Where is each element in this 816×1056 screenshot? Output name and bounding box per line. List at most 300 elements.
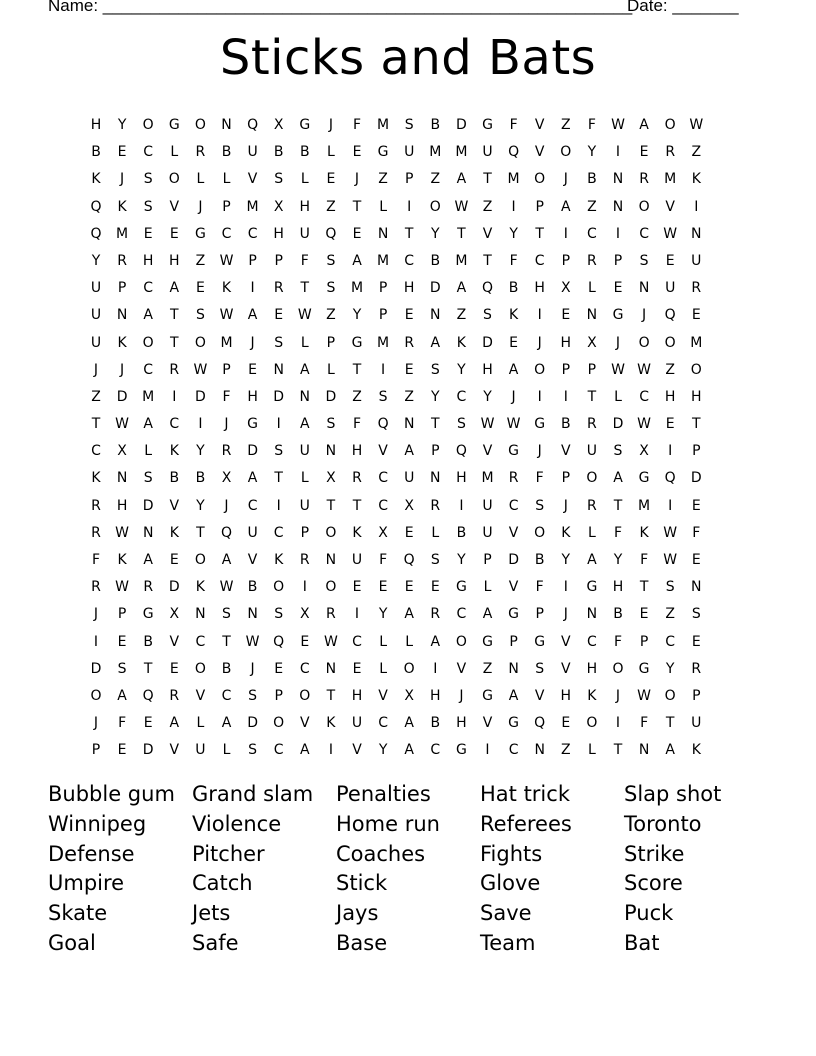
- grid-letter[interactable]: O: [534, 171, 546, 188]
- grid-letter[interactable]: Q: [273, 633, 285, 650]
- grid-letter[interactable]: L: [196, 715, 205, 732]
- grid-letter[interactable]: W: [506, 416, 521, 433]
- grid-letter[interactable]: A: [221, 715, 232, 732]
- grid-letter[interactable]: T: [196, 524, 205, 541]
- grid-letter[interactable]: R: [273, 280, 284, 297]
- grid-letter[interactable]: M: [377, 334, 390, 351]
- grid-letter[interactable]: E: [143, 715, 153, 732]
- grid-letter[interactable]: I: [250, 280, 255, 297]
- grid-letter[interactable]: Z: [430, 171, 441, 188]
- grid-letter[interactable]: W: [611, 117, 625, 133]
- grid-letter[interactable]: T: [143, 660, 153, 677]
- grid-letter[interactable]: I: [694, 198, 699, 215]
- grid-letter[interactable]: A: [430, 633, 441, 650]
- grid-letter[interactable]: S: [691, 606, 701, 623]
- grid-letter[interactable]: D: [247, 443, 258, 460]
- grid-letter[interactable]: D: [482, 334, 493, 351]
- grid-letter[interactable]: C: [143, 144, 154, 161]
- grid-letter[interactable]: I: [276, 497, 281, 514]
- grid-letter[interactable]: E: [691, 307, 701, 324]
- grid-letter[interactable]: K: [91, 171, 101, 188]
- grid-letter[interactable]: L: [587, 280, 596, 297]
- grid-letter[interactable]: P: [378, 307, 388, 324]
- grid-letter[interactable]: W: [689, 117, 704, 133]
- grid-letter[interactable]: K: [274, 552, 284, 568]
- grid-letter[interactable]: I: [354, 606, 360, 623]
- grid-letter[interactable]: Y: [352, 307, 362, 324]
- grid-letter[interactable]: Q: [90, 225, 102, 242]
- grid-letter[interactable]: I: [537, 388, 542, 405]
- grid-letter[interactable]: I: [381, 361, 386, 378]
- grid-letter[interactable]: V: [665, 198, 675, 215]
- grid-letter[interactable]: F: [352, 416, 362, 433]
- grid-letter[interactable]: F: [640, 715, 649, 732]
- grid-letter[interactable]: T: [639, 579, 649, 596]
- grid-letter[interactable]: E: [613, 280, 623, 297]
- grid-letter[interactable]: I: [328, 742, 333, 759]
- grid-letter[interactable]: J: [120, 171, 125, 188]
- grid-letter[interactable]: S: [456, 416, 466, 433]
- grid-letter[interactable]: N: [325, 443, 337, 460]
- grid-letter[interactable]: A: [143, 416, 153, 433]
- grid-letter[interactable]: W: [297, 307, 312, 324]
- grid-letter[interactable]: C: [273, 742, 284, 759]
- grid-letter[interactable]: H: [299, 198, 311, 215]
- grid-letter[interactable]: D: [247, 715, 258, 732]
- grid-letter[interactable]: S: [535, 660, 545, 677]
- grid-letter[interactable]: Y: [483, 388, 492, 405]
- grid-letter[interactable]: B: [508, 280, 519, 297]
- grid-letter[interactable]: N: [586, 307, 598, 324]
- grid-letter[interactable]: A: [404, 443, 414, 460]
- grid-letter[interactable]: V: [169, 633, 180, 650]
- grid-letter[interactable]: G: [377, 144, 389, 161]
- grid-letter[interactable]: F: [509, 117, 518, 133]
- grid-letter[interactable]: E: [352, 225, 362, 242]
- grid-letter[interactable]: I: [563, 579, 568, 596]
- grid-letter[interactable]: U: [299, 497, 310, 514]
- grid-letter[interactable]: E: [561, 307, 571, 324]
- grid-letter[interactable]: R: [430, 606, 441, 623]
- grid-letter[interactable]: N: [195, 606, 206, 623]
- grid-letter[interactable]: K: [587, 687, 597, 704]
- grid-letter[interactable]: D: [142, 497, 154, 514]
- grid-letter[interactable]: Q: [455, 443, 467, 460]
- grid-letter[interactable]: S: [143, 470, 153, 487]
- grid-letter[interactable]: B: [613, 606, 623, 623]
- grid-letter[interactable]: N: [325, 552, 337, 568]
- grid-letter[interactable]: O: [273, 715, 285, 732]
- grid-letter[interactable]: G: [482, 633, 493, 650]
- grid-letter[interactable]: O: [586, 470, 598, 487]
- grid-letter[interactable]: K: [509, 307, 519, 324]
- grid-letter[interactable]: Q: [247, 117, 259, 133]
- grid-letter[interactable]: T: [457, 225, 466, 242]
- grid-letter[interactable]: M: [455, 252, 468, 269]
- grid-letter[interactable]: S: [613, 443, 623, 460]
- grid-letter[interactable]: O: [90, 687, 102, 704]
- grid-letter[interactable]: C: [143, 280, 154, 297]
- grid-letter[interactable]: Y: [561, 552, 571, 568]
- grid-letter[interactable]: T: [404, 225, 414, 242]
- grid-letter[interactable]: A: [300, 742, 310, 759]
- grid-letter[interactable]: K: [326, 715, 336, 732]
- grid-letter[interactable]: W: [219, 579, 234, 596]
- grid-letter[interactable]: T: [613, 742, 623, 759]
- grid-letter[interactable]: R: [639, 171, 649, 188]
- grid-letter[interactable]: A: [247, 470, 258, 487]
- grid-letter[interactable]: C: [378, 470, 388, 487]
- grid-letter[interactable]: I: [615, 144, 621, 161]
- grid-letter[interactable]: S: [326, 416, 336, 433]
- grid-letter[interactable]: R: [299, 552, 310, 568]
- grid-letter[interactable]: E: [352, 660, 362, 677]
- grid-letter[interactable]: R: [587, 416, 597, 433]
- grid-letter[interactable]: M: [429, 144, 442, 161]
- grid-letter[interactable]: U: [482, 524, 493, 541]
- grid-letter[interactable]: C: [378, 715, 388, 732]
- grid-letter[interactable]: I: [172, 388, 177, 405]
- grid-letter[interactable]: I: [615, 715, 621, 732]
- grid-letter[interactable]: K: [117, 334, 127, 351]
- grid-letter[interactable]: S: [378, 388, 388, 405]
- grid-letter[interactable]: D: [456, 117, 467, 133]
- grid-letter[interactable]: S: [639, 252, 649, 269]
- grid-letter[interactable]: T: [274, 470, 283, 487]
- grid-letter[interactable]: S: [326, 252, 336, 269]
- grid-letter[interactable]: J: [459, 687, 464, 704]
- grid-letter[interactable]: H: [142, 252, 154, 269]
- grid-letter[interactable]: E: [274, 307, 284, 324]
- grid-letter[interactable]: J: [224, 416, 229, 433]
- grid-letter[interactable]: T: [613, 497, 623, 514]
- grid-letter[interactable]: K: [221, 280, 232, 297]
- grid-letter[interactable]: L: [222, 171, 231, 188]
- grid-letter[interactable]: O: [194, 117, 206, 133]
- grid-letter[interactable]: J: [328, 117, 333, 133]
- grid-letter[interactable]: O: [534, 361, 546, 378]
- grid-letter[interactable]: A: [561, 198, 571, 215]
- grid-letter[interactable]: U: [90, 334, 102, 351]
- grid-letter[interactable]: B: [299, 144, 310, 161]
- grid-letter[interactable]: D: [429, 280, 441, 297]
- grid-letter[interactable]: S: [274, 606, 284, 623]
- grid-letter[interactable]: I: [668, 497, 673, 514]
- grid-letter[interactable]: L: [483, 579, 492, 596]
- grid-letter[interactable]: G: [638, 470, 650, 487]
- grid-letter[interactable]: E: [248, 361, 258, 378]
- grid-letter[interactable]: V: [561, 443, 571, 460]
- grid-letter[interactable]: X: [221, 470, 232, 487]
- grid-letter[interactable]: W: [219, 252, 234, 269]
- grid-letter[interactable]: A: [221, 552, 232, 568]
- grid-letter[interactable]: N: [612, 198, 624, 215]
- grid-letter[interactable]: P: [404, 171, 414, 188]
- grid-letter[interactable]: E: [639, 144, 649, 161]
- grid-letter[interactable]: F: [91, 552, 101, 568]
- grid-letter[interactable]: O: [299, 687, 311, 704]
- grid-letter[interactable]: M: [246, 198, 259, 215]
- grid-letter[interactable]: V: [456, 660, 467, 677]
- grid-letter[interactable]: R: [91, 524, 101, 541]
- grid-letter[interactable]: E: [169, 552, 179, 568]
- grid-letter[interactable]: A: [456, 280, 467, 297]
- grid-letter[interactable]: N: [508, 660, 519, 677]
- grid-letter[interactable]: K: [117, 552, 127, 568]
- grid-letter[interactable]: X: [273, 198, 284, 215]
- grid-letter[interactable]: C: [273, 524, 284, 541]
- grid-letter[interactable]: K: [169, 443, 179, 460]
- grid-letter[interactable]: G: [247, 416, 259, 433]
- grid-letter[interactable]: K: [639, 524, 649, 541]
- grid-letter[interactable]: C: [195, 633, 206, 650]
- grid-letter[interactable]: X: [273, 117, 284, 133]
- grid-letter[interactable]: E: [195, 280, 205, 297]
- grid-letter[interactable]: X: [404, 497, 414, 514]
- grid-letter[interactable]: S: [483, 307, 492, 324]
- grid-letter[interactable]: E: [430, 579, 440, 596]
- grid-letter[interactable]: O: [142, 334, 154, 351]
- grid-letter[interactable]: H: [403, 280, 415, 297]
- grid-letter[interactable]: B: [169, 470, 180, 487]
- grid-letter[interactable]: B: [143, 633, 153, 650]
- grid-letter[interactable]: X: [639, 443, 649, 460]
- grid-letter[interactable]: O: [534, 524, 546, 541]
- grid-letter[interactable]: V: [534, 117, 545, 133]
- grid-letter[interactable]: D: [508, 552, 519, 568]
- grid-letter[interactable]: R: [404, 334, 415, 351]
- grid-letter[interactable]: V: [195, 687, 206, 704]
- grid-letter[interactable]: U: [586, 443, 598, 460]
- grid-letter[interactable]: E: [117, 144, 127, 161]
- grid-letter[interactable]: G: [299, 117, 311, 133]
- grid-letter[interactable]: Y: [457, 361, 466, 378]
- grid-letter[interactable]: O: [429, 198, 441, 215]
- grid-letter[interactable]: M: [507, 171, 520, 188]
- grid-letter[interactable]: Q: [534, 715, 546, 732]
- grid-letter[interactable]: N: [221, 117, 232, 133]
- grid-letter[interactable]: R: [587, 252, 597, 269]
- grid-letter[interactable]: S: [248, 687, 258, 704]
- grid-letter[interactable]: O: [455, 633, 467, 650]
- grid-letter[interactable]: C: [456, 388, 467, 405]
- grid-letter[interactable]: I: [537, 307, 542, 324]
- grid-letter[interactable]: K: [691, 742, 701, 759]
- grid-letter[interactable]: S: [248, 742, 258, 759]
- grid-letter[interactable]: O: [664, 117, 676, 133]
- grid-letter[interactable]: X: [587, 334, 597, 351]
- grid-letter[interactable]: O: [325, 524, 337, 541]
- grid-letter[interactable]: I: [668, 443, 673, 460]
- grid-letter[interactable]: P: [222, 198, 231, 215]
- grid-letter[interactable]: P: [431, 443, 440, 460]
- grid-letter[interactable]: C: [169, 416, 180, 433]
- grid-letter[interactable]: X: [169, 606, 180, 623]
- grid-letter[interactable]: L: [431, 524, 440, 541]
- grid-letter[interactable]: W: [115, 579, 130, 596]
- grid-letter[interactable]: A: [247, 307, 258, 324]
- grid-letter[interactable]: T: [431, 416, 440, 433]
- grid-letter[interactable]: R: [221, 443, 232, 460]
- grid-letter[interactable]: F: [535, 579, 544, 596]
- grid-letter[interactable]: M: [377, 252, 390, 269]
- grid-letter[interactable]: H: [534, 280, 545, 297]
- date-field[interactable]: Date: _______: [627, 0, 739, 15]
- grid-letter[interactable]: C: [508, 742, 519, 759]
- grid-letter[interactable]: F: [118, 715, 127, 732]
- grid-letter[interactable]: U: [299, 225, 310, 242]
- grid-letter[interactable]: H: [430, 687, 441, 704]
- grid-letter[interactable]: K: [456, 334, 466, 351]
- grid-letter[interactable]: Z: [482, 198, 493, 215]
- grid-letter[interactable]: N: [325, 660, 337, 677]
- grid-letter[interactable]: T: [352, 497, 362, 514]
- grid-letter[interactable]: I: [198, 416, 203, 433]
- grid-letter[interactable]: O: [612, 660, 624, 677]
- grid-letter[interactable]: J: [563, 171, 568, 188]
- grid-letter[interactable]: P: [692, 687, 701, 704]
- grid-letter[interactable]: E: [561, 715, 571, 732]
- grid-letter[interactable]: U: [247, 524, 258, 541]
- grid-letter[interactable]: N: [273, 361, 284, 378]
- grid-letter[interactable]: Y: [196, 443, 205, 460]
- grid-letter[interactable]: O: [325, 579, 337, 596]
- grid-letter[interactable]: G: [482, 687, 493, 704]
- grid-letter[interactable]: J: [120, 361, 125, 378]
- grid-letter[interactable]: U: [90, 280, 102, 297]
- grid-letter[interactable]: C: [247, 497, 258, 514]
- grid-letter[interactable]: R: [326, 606, 336, 623]
- grid-letter[interactable]: E: [404, 307, 414, 324]
- grid-letter[interactable]: W: [480, 416, 495, 433]
- grid-letter[interactable]: I: [459, 497, 464, 514]
- grid-letter[interactable]: E: [665, 416, 675, 433]
- grid-letter[interactable]: G: [168, 117, 180, 133]
- grid-letter[interactable]: R: [665, 144, 676, 161]
- grid-letter[interactable]: Y: [431, 225, 440, 242]
- grid-letter[interactable]: K: [691, 171, 701, 188]
- grid-letter[interactable]: W: [663, 524, 678, 541]
- grid-letter[interactable]: S: [117, 660, 127, 677]
- grid-letter[interactable]: E: [117, 633, 127, 650]
- grid-letter[interactable]: M: [481, 470, 494, 487]
- grid-letter[interactable]: J: [563, 606, 568, 623]
- grid-letter[interactable]: C: [456, 606, 467, 623]
- grid-letter[interactable]: Z: [378, 171, 388, 188]
- grid-letter[interactable]: W: [637, 361, 652, 378]
- grid-letter[interactable]: C: [587, 225, 597, 242]
- grid-letter[interactable]: S: [665, 579, 675, 596]
- grid-letter[interactable]: P: [274, 252, 283, 269]
- grid-letter[interactable]: H: [664, 388, 676, 405]
- grid-letter[interactable]: S: [143, 171, 153, 188]
- grid-letter[interactable]: A: [143, 307, 153, 324]
- grid-letter[interactable]: L: [379, 660, 387, 677]
- grid-letter[interactable]: T: [352, 198, 362, 215]
- grid-letter[interactable]: A: [430, 334, 441, 351]
- grid-letter[interactable]: X: [326, 470, 336, 487]
- grid-letter[interactable]: T: [587, 388, 597, 405]
- grid-letter[interactable]: U: [404, 144, 415, 161]
- grid-letter[interactable]: M: [455, 144, 468, 161]
- grid-letter[interactable]: E: [300, 633, 310, 650]
- grid-letter[interactable]: F: [692, 524, 701, 541]
- grid-letter[interactable]: I: [433, 660, 438, 677]
- grid-letter[interactable]: V: [508, 524, 519, 541]
- grid-letter[interactable]: E: [169, 660, 179, 677]
- grid-letter[interactable]: S: [404, 117, 414, 133]
- grid-letter[interactable]: J: [615, 334, 621, 351]
- grid-letter[interactable]: Y: [378, 606, 388, 623]
- grid-letter[interactable]: A: [404, 715, 414, 732]
- grid-letter[interactable]: F: [222, 388, 231, 405]
- grid-letter[interactable]: Z: [587, 198, 597, 215]
- grid-letter[interactable]: P: [117, 606, 127, 623]
- grid-letter[interactable]: C: [352, 633, 362, 650]
- grid-letter[interactable]: P: [117, 280, 127, 297]
- grid-letter[interactable]: K: [352, 524, 362, 541]
- grid-letter[interactable]: U: [351, 715, 363, 732]
- grid-letter[interactable]: N: [586, 606, 598, 623]
- grid-letter[interactable]: X: [404, 687, 414, 704]
- grid-letter[interactable]: U: [299, 443, 310, 460]
- grid-letter[interactable]: S: [274, 171, 284, 188]
- grid-letter[interactable]: H: [273, 225, 284, 242]
- grid-letter[interactable]: Q: [377, 416, 389, 433]
- grid-letter[interactable]: U: [90, 307, 102, 324]
- grid-letter[interactable]: T: [535, 225, 544, 242]
- grid-letter[interactable]: H: [351, 687, 363, 704]
- grid-letter[interactable]: N: [299, 388, 311, 405]
- grid-letter[interactable]: Z: [691, 144, 702, 161]
- name-field[interactable]: Name: ________________________________________________________: [48, 0, 633, 15]
- grid-letter[interactable]: H: [90, 117, 102, 133]
- grid-letter[interactable]: A: [404, 742, 414, 759]
- grid-letter[interactable]: I: [276, 416, 281, 433]
- grid-letter[interactable]: U: [482, 144, 493, 161]
- grid-letter[interactable]: N: [691, 225, 702, 242]
- grid-letter[interactable]: H: [456, 470, 467, 487]
- grid-letter[interactable]: J: [93, 361, 99, 378]
- grid-letter[interactable]: G: [194, 225, 206, 242]
- grid-letter[interactable]: P: [613, 252, 623, 269]
- grid-letter[interactable]: U: [482, 497, 493, 514]
- grid-letter[interactable]: S: [195, 307, 205, 324]
- grid-letter[interactable]: M: [220, 334, 233, 351]
- grid-letter[interactable]: P: [692, 443, 701, 460]
- grid-letter[interactable]: C: [404, 252, 415, 269]
- grid-letter[interactable]: G: [142, 606, 154, 623]
- grid-letter[interactable]: Z: [482, 660, 493, 677]
- grid-letter[interactable]: S: [274, 443, 284, 460]
- grid-letter[interactable]: L: [405, 633, 414, 650]
- grid-letter[interactable]: A: [143, 552, 153, 568]
- grid-letter[interactable]: H: [612, 579, 624, 596]
- grid-letter[interactable]: R: [691, 280, 702, 297]
- grid-letter[interactable]: B: [221, 660, 232, 677]
- grid-letter[interactable]: L: [379, 633, 387, 650]
- grid-letter[interactable]: Y: [91, 252, 101, 269]
- grid-letter[interactable]: B: [587, 171, 597, 188]
- grid-letter[interactable]: Z: [195, 252, 206, 269]
- grid-letter[interactable]: O: [586, 715, 598, 732]
- grid-letter[interactable]: Z: [352, 388, 362, 405]
- grid-letter[interactable]: G: [351, 334, 363, 351]
- grid-letter[interactable]: O: [690, 361, 702, 378]
- grid-letter[interactable]: W: [611, 361, 625, 378]
- grid-letter[interactable]: V: [482, 443, 493, 460]
- grid-letter[interactable]: W: [323, 633, 338, 650]
